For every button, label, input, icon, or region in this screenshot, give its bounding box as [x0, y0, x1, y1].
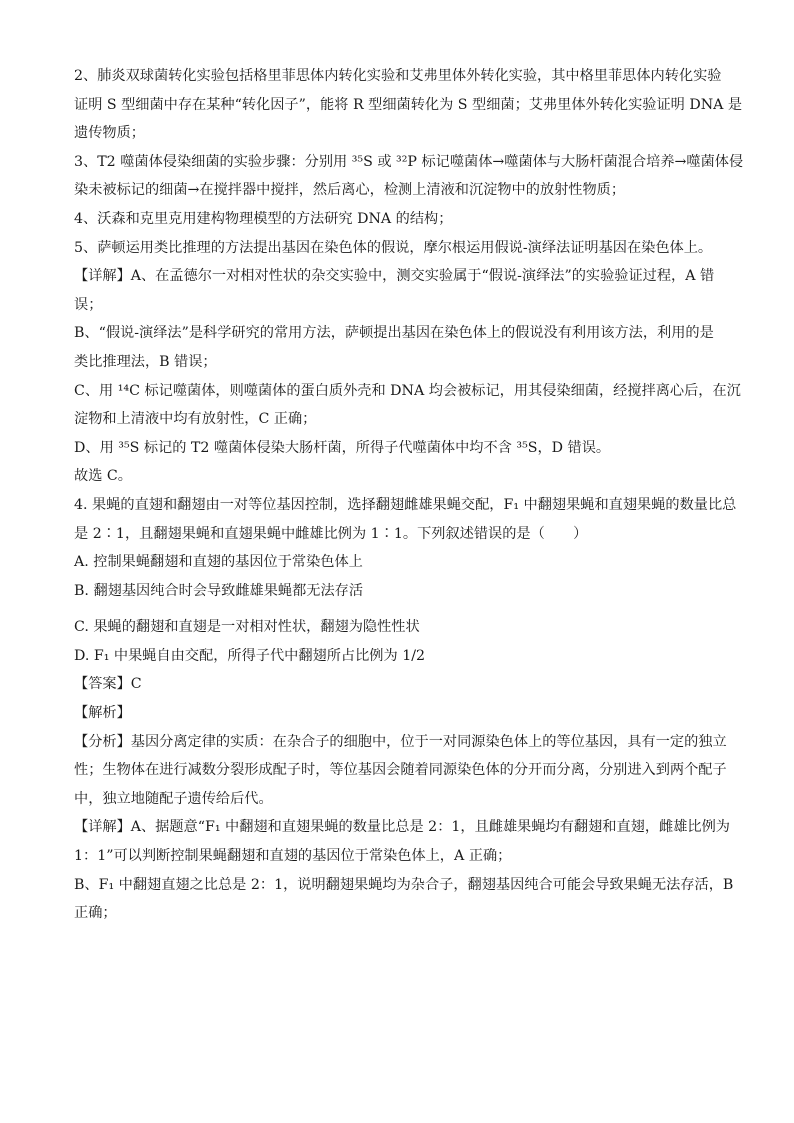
answer-conclusion: 故选 C。 — [74, 468, 132, 485]
option-b: B. 翻翅基因纯合时会导致雌雄果蝇都无法存活 — [74, 582, 364, 599]
option-c: C. 果蝇的翻翅和直翅是一对相对性状，翻翅为隐性性状 — [74, 619, 420, 636]
text-line: 2、肺炎双球菌转化实验包括格里菲思体内转化实验和艾弗里体外转化实验，其中格里菲思体内转化实验 — [74, 68, 722, 84]
analysis-paragraph-line: 中，独立地随配子遗传给后代。 — [74, 790, 273, 807]
text-line: D、用 ³⁵S 标记的 T2 噬菌体侵染大肠杆菌，所得子代噬菌体中均不含 ³⁵S，D 错误。 — [74, 439, 611, 456]
text-line: 4、沃森和克里克用建构物理模型的方法研究 DNA 的结构； — [74, 210, 453, 227]
question-stem-line: 是 2∶1，且翻翅果蝇和直翅果蝇中雌雄比例为 1∶1。下列叙述错误的是（ ） — [74, 525, 588, 542]
text-line: 类比推理法，B 错误； — [74, 353, 217, 370]
text-line: B、“假说-演绎法”是科学研究的常用方法，萨顿提出基因在染色体上的假说没有利用该方法，利用的是 — [74, 325, 714, 342]
detail-paragraph-line: 【详解】A、据题意“F₁ 中翻翅和直翅果蝇的数量比总是 2：1，且雌雄果蝇均有翻翅和直翅，雌雄比例为 — [74, 819, 730, 836]
analysis-label: 【解析】 — [74, 705, 131, 722]
text-line: 淀物和上清液中均有放射性，C 正确； — [74, 411, 317, 428]
detail-paragraph-line: 【详解】A、在孟德尔一对相对性状的杂交实验中，测交实验属于“假说-演绎法”的实验验证过程，A 错 — [74, 268, 715, 285]
analysis-paragraph-line: 性；生物体在进行减数分裂形成配子时，等位基因会随着同源染色体的分开而分离，分别进入到两个配子 — [74, 762, 727, 779]
question-stem-line: 4. 果蝇的直翅和翻翅由一对等位基因控制，选择翻翅雌雄果蝇交配，F₁ 中翻翅果蝇和直翅果蝇的数量比总 — [74, 496, 737, 513]
document-body — [74, 62, 744, 928]
answer-label: 【答案】C — [74, 676, 142, 693]
analysis-paragraph-line: 【分析】基因分离定律的实质：在杂合子的细胞中，位于一对同源染色体上的等位基因，具有一定的独立 — [74, 733, 727, 750]
text-line: 5、萨顿运用类比推理的方法提出基因在染色体的假说，摩尔根运用假说-演绎法证明基因在染色体上。 — [74, 239, 713, 256]
detail-paragraph-line: 1：1”可以判断控制果蝇翻翅和直翅的基因位于常染色体上，A 正确； — [74, 848, 512, 865]
text-line: 染未被标记的细菌→在搅拌器中搅拌，然后离心，检测上清液和沉淀物中的放射性物质； — [74, 182, 626, 199]
text-line: 证明 S 型细菌中存在某种“转化因子”，能将 R 型细菌转化为 S 型细菌；艾弗里体外转化实验证明 DNA 是 — [74, 96, 743, 113]
option-d: D. F₁ 中果蝇自由交配，所得子代中翻翅所占比例为 1/2 — [74, 647, 426, 664]
detail-paragraph-line: 正确； — [74, 905, 117, 922]
text-line: 遗传物质； — [74, 125, 145, 142]
text-line: C、用 ¹⁴C 标记噬菌体，则噬菌体的蛋白质外壳和 DNA 均会被标记，用其侵染细菌，经搅拌离心后，在沉 — [74, 382, 741, 399]
text-line: 误； — [74, 296, 103, 313]
text-line: 3、T2 噬菌体侵染细菌的实验步骤：分别用 ³⁵S 或 ³²P 标记噬菌体→噬菌体与大肠杆菌混合培养→噬菌体侵 — [74, 153, 744, 170]
option-a: A. 控制果蝇翻翅和直翅的基因位于常染色体上 — [74, 554, 363, 571]
detail-paragraph-line: B、F₁ 中翻翅直翅之比总是 2：1，说明翻翅果蝇均为杂合子，翻翅基因纯合可能会导致果蝇无法存活，B — [74, 876, 734, 893]
